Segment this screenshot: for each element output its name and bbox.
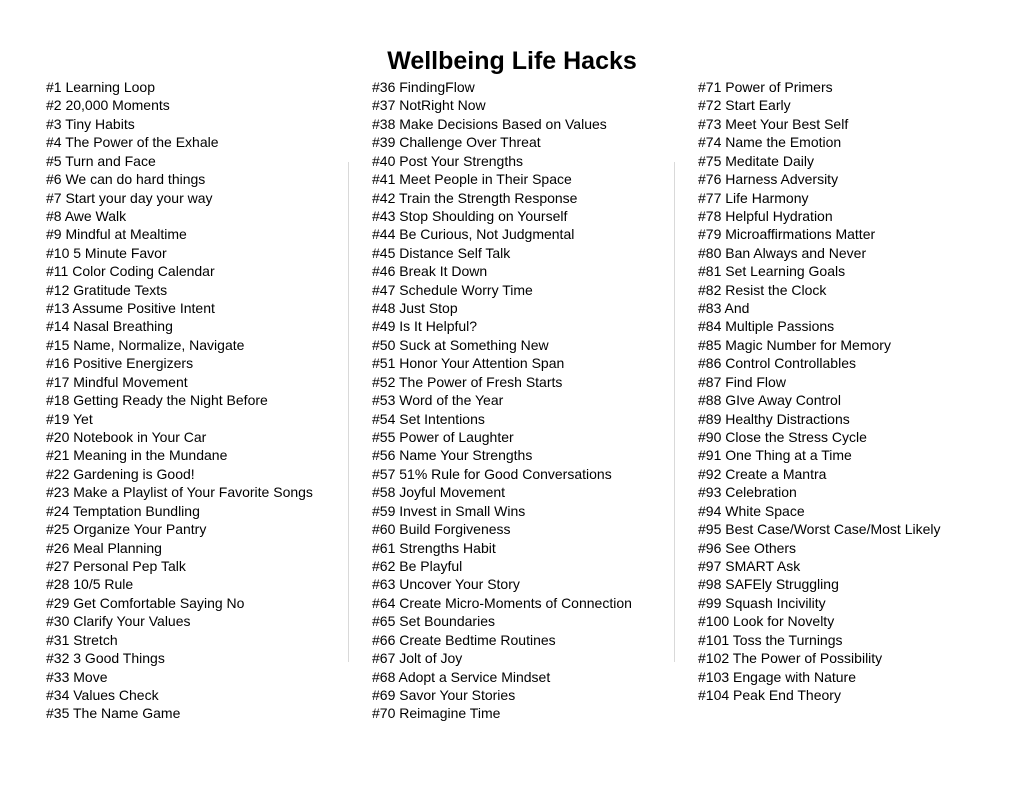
hack-list-item: #30 Clarify Your Values — [46, 613, 191, 630]
hack-list-item: #64 Create Micro-Moments of Connection — [372, 594, 632, 611]
hack-list-item: #88 GIve Away Control — [698, 392, 841, 409]
hack-list-item: #89 Healthy Distractions — [698, 410, 850, 427]
hack-list-item: #50 Suck at Something New — [372, 336, 549, 353]
hack-list-item: #101 Toss the Turnings — [698, 631, 843, 648]
hack-list-item: #39 Challenge Over Threat — [372, 134, 541, 151]
hack-list-item: #69 Savor Your Stories — [372, 686, 516, 703]
hack-list-item: #23 Make a Playlist of Your Favorite Songs — [46, 484, 313, 501]
hack-list-item: #44 Be Curious, Not Judgmental — [372, 226, 575, 243]
hack-list-item: #5 Turn and Face — [46, 152, 156, 169]
hack-list-item: #57 51% Rule for Good Conversations — [372, 465, 612, 482]
hack-list-item: #45 Distance Self Talk — [372, 244, 511, 261]
hack-list-item: #32 3 Good Things — [46, 650, 165, 667]
page-title: Wellbeing Life Hacks — [387, 47, 637, 75]
hack-list-item: #15 Name, Normalize, Navigate — [46, 336, 245, 353]
hack-list-item: #72 Start Early — [698, 97, 791, 114]
hack-list-item: #71 Power of Primers — [698, 79, 833, 95]
hack-list-item: #3 Tiny Habits — [46, 115, 135, 132]
hack-list-item: #12 Gratitude Texts — [46, 281, 168, 298]
hack-list-item: #48 Just Stop — [372, 300, 458, 317]
hack-list-item: #92 Create a Mantra — [698, 465, 827, 482]
hack-list-item: #35 The Name Game — [46, 705, 181, 722]
hack-list-item: #51 Honor Your Attention Span — [372, 355, 565, 372]
hack-list-item: #86 Control Controllables — [698, 355, 856, 372]
hack-list-item: #83 And — [698, 300, 750, 317]
hack-list-item: #42 Train the Strength Response — [372, 189, 578, 206]
hack-list-item: #31 Stretch — [46, 631, 118, 648]
hack-list-item: #59 Invest in Small Wins — [372, 502, 526, 519]
hack-list-item: #36 FindingFlow — [372, 79, 475, 95]
hack-list-item: #85 Magic Number for Memory — [698, 336, 891, 353]
hack-list-item: #76 Harness Adversity — [698, 171, 839, 188]
hack-list-item: #80 Ban Always and Never — [698, 244, 867, 261]
hack-list-item: #102 The Power of Possibility — [698, 650, 883, 667]
hack-list-item: #43 Stop Shoulding on Yourself — [372, 207, 568, 224]
hack-list-item: #63 Uncover Your Story — [372, 576, 520, 593]
hack-list-item: #20 Notebook in Your Car — [46, 429, 207, 446]
hack-list-item: #26 Meal Planning — [46, 539, 162, 556]
hack-list-item: #21 Meaning in the Mundane — [46, 447, 228, 464]
hack-list-item: #55 Power of Laughter — [372, 429, 514, 446]
hack-list-item: #6 We can do hard things — [46, 171, 206, 188]
hack-list-item: #62 Be Playful — [372, 557, 463, 574]
hack-list-item: #97 SMART Ask — [698, 557, 801, 574]
hack-list-item: #66 Create Bedtime Routines — [372, 631, 556, 648]
hack-list-item: #95 Best Case/Worst Case/Most Likely — [698, 521, 941, 538]
hack-list-item: #33 Move — [46, 668, 108, 685]
hack-list-item: #47 Schedule Worry Time — [372, 281, 533, 298]
hack-list-item: #18 Getting Ready the Night Before — [46, 392, 268, 409]
hack-list-item: #99 Squash Incivility — [698, 594, 826, 611]
hack-list-item: #40 Post Your Strengths — [372, 152, 523, 169]
hack-list-item: #17 Mindful Movement — [46, 373, 188, 390]
hack-list-column-2 — [372, 78, 682, 723]
hack-list-item: #16 Positive Energizers — [46, 355, 194, 372]
hack-list-item: #96 See Others — [698, 539, 797, 556]
hack-list-item: #24 Temptation Bundling — [46, 502, 200, 519]
hack-list-item: #74 Name the Emotion — [698, 134, 842, 151]
hack-list-item: #93 Celebration — [698, 484, 797, 501]
hack-list-item: #103 Engage with Nature — [698, 668, 856, 685]
hack-list-item: #7 Start your day your way — [46, 189, 213, 206]
hack-list-item: #9 Mindful at Mealtime — [46, 226, 187, 243]
hack-list-item: #70 Reimagine Time — [372, 705, 501, 722]
hack-list-item: #68 Adopt a Service Mindset — [372, 668, 551, 685]
hack-list-item: #28 10/5 Rule — [46, 576, 134, 593]
hack-list-item: #25 Organize Your Pantry — [46, 521, 207, 538]
hack-list-item: #27 Personal Pep Talk — [46, 557, 186, 574]
hack-list-item: #53 Word of the Year — [372, 392, 504, 409]
hack-list-item: #37 NotRight Now — [372, 97, 486, 114]
hack-list-item: #90 Close the Stress Cycle — [698, 429, 867, 446]
hack-list-item: #11 Color Coding Calendar — [46, 263, 215, 280]
hack-list-item: #91 One Thing at a Time — [698, 447, 852, 464]
hack-list-item: #22 Gardening is Good! — [46, 465, 195, 482]
hack-list-item: #19 Yet — [46, 410, 93, 427]
hack-list-item: #49 Is It Helpful? — [372, 318, 478, 335]
hack-list-item: #98 SAFEly Struggling — [698, 576, 839, 593]
hack-list-item: #4 The Power of the Exhale — [46, 134, 219, 151]
hack-list-item: #41 Meet People in Their Space — [372, 171, 572, 188]
hack-list-item: #46 Break It Down — [372, 263, 488, 280]
hack-list-item: #1 Learning Loop — [46, 79, 155, 95]
hack-list-item: #2 20,000 Moments — [46, 97, 170, 114]
hack-list-item: #29 Get Comfortable Saying No — [46, 594, 245, 611]
hack-list-column-1 — [46, 78, 356, 723]
hack-list-item: #60 Build Forgiveness — [372, 521, 511, 538]
hack-list-item: #54 Set Intentions — [372, 410, 485, 427]
hack-list-item: #87 Find Flow — [698, 373, 786, 390]
hack-list-item: #8 Awe Walk — [46, 207, 127, 224]
hack-list-item: #34 Values Check — [46, 686, 159, 703]
hack-list-item: #78 Helpful Hydration — [698, 207, 833, 224]
hack-list-item: #94 White Space — [698, 502, 805, 519]
hack-list-item: #38 Make Decisions Based on Values — [372, 115, 607, 132]
hack-list-item: #14 Nasal Breathing — [46, 318, 173, 335]
hack-list-item: #61 Strengths Habit — [372, 539, 496, 556]
hack-list-item: #82 Resist the Clock — [698, 281, 827, 298]
hack-list-item: #84 Multiple Passions — [698, 318, 835, 335]
hack-list-item: #10 5 Minute Favor — [46, 244, 167, 261]
hack-list-item: #104 Peak End Theory — [698, 686, 841, 703]
hack-list-item: #65 Set Boundaries — [372, 613, 495, 630]
hack-list-item: #58 Joyful Movement — [372, 484, 506, 501]
hack-list-item: #75 Meditate Daily — [698, 152, 814, 169]
hack-list-column-3 — [698, 78, 1008, 704]
hack-list-item: #52 The Power of Fresh Starts — [372, 373, 563, 390]
hack-list-item: #79 Microaffirmations Matter — [698, 226, 876, 243]
hack-list-item: #100 Look for Novelty — [698, 613, 835, 630]
hack-list-item: #13 Assume Positive Intent — [46, 300, 215, 317]
hack-list-item: #67 Jolt of Joy — [372, 650, 463, 667]
hack-list-item: #73 Meet Your Best Self — [698, 115, 849, 132]
hack-list-item: #77 Life Harmony — [698, 189, 809, 206]
hack-list-item: #56 Name Your Strengths — [372, 447, 533, 464]
hack-list-item: #81 Set Learning Goals — [698, 263, 846, 280]
